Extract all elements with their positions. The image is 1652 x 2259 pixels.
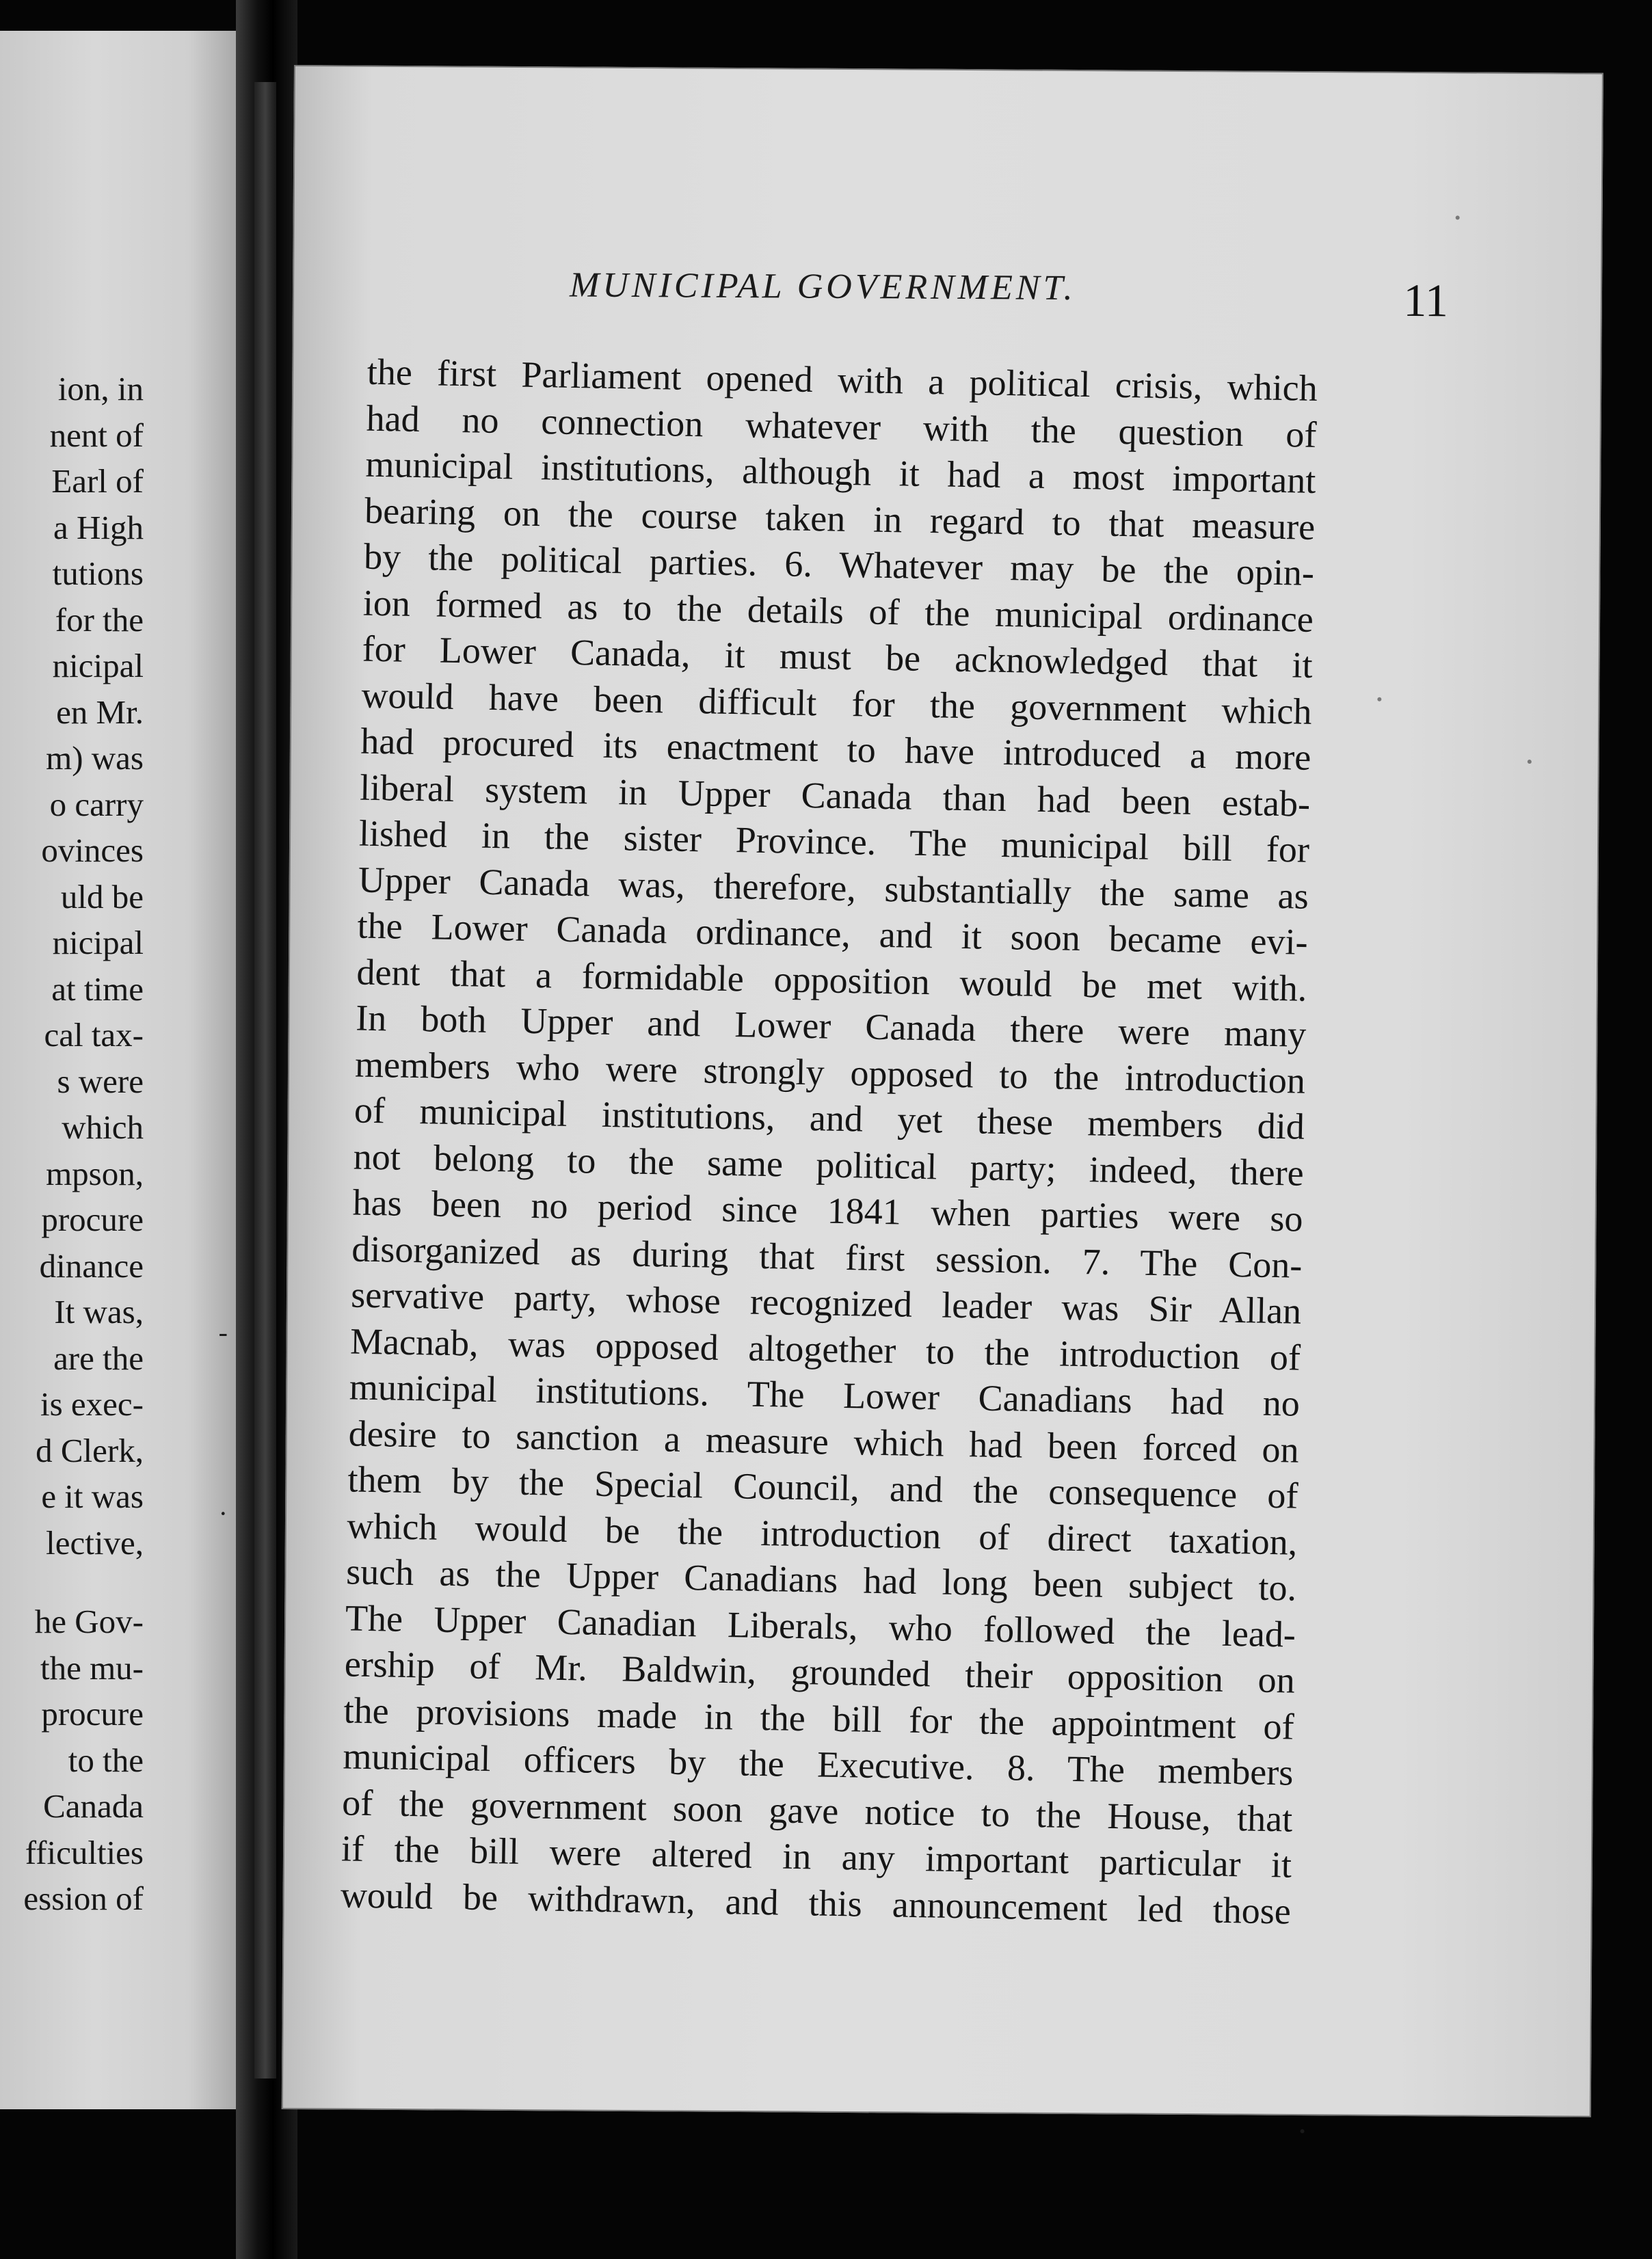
text-line: municipal officers by the Executive. 8. The members: [343, 1735, 1294, 1793]
left-page-line: at time: [51, 970, 144, 1008]
text-line: ion formed as to the details of the municipal ordinance: [362, 582, 1314, 640]
left-page-line: Earl of: [51, 462, 144, 500]
left-page-line: lective,: [46, 1523, 144, 1562]
text-line: of municipal institutions, and yet these members did: [354, 1089, 1305, 1147]
text-line: the provisions made in the bill for the appointment of: [343, 1689, 1295, 1748]
text-line: had procured its enactment to have introduced a more: [360, 720, 1311, 778]
left-page-line: d Clerk,: [36, 1431, 144, 1469]
left-page-line: It was,: [54, 1293, 144, 1331]
left-page-line: dinance: [39, 1246, 144, 1285]
text-line: which would be the introduction of direct taxation,: [346, 1504, 1298, 1563]
left-page-line: m) was: [46, 739, 144, 777]
text-line: bearing on the course taken in regard to that measure: [364, 490, 1316, 548]
left-page-line: Canada: [43, 1787, 144, 1825]
speck: [1528, 760, 1532, 764]
left-page-line: he Gov-: [34, 1603, 144, 1640]
text-line: liberal system in Upper Canada than had been estab-: [359, 766, 1311, 825]
text-line: desire to sanction a measure which had been forced on: [348, 1412, 1300, 1471]
left-page-line: cal tax-: [44, 1016, 144, 1054]
text-line: the first Parliament opened with a political crisis, which: [367, 351, 1318, 409]
text-line: had no connection whatever with the question of: [366, 397, 1318, 455]
text-line: Macnab, was opposed altogether to the introduction of: [349, 1320, 1301, 1378]
left-page-line: to the: [68, 1741, 144, 1779]
text-line: In both Upper and Lower Canada there were many: [355, 997, 1307, 1055]
text-line: members who were strongly opposed to the introduction: [354, 1043, 1306, 1101]
text-line: of the government soon gave notice to the House, that: [341, 1781, 1293, 1840]
margin-mark: -: [218, 1317, 228, 1348]
left-page-line: ovinces: [41, 831, 144, 869]
left-page-line: en Mr.: [56, 693, 144, 731]
left-page-line: nicipal: [52, 647, 144, 684]
main-page: [282, 65, 1603, 2117]
text-line: disorganized as during that first session. 7. The Con-: [351, 1227, 1303, 1286]
text-line: them by the Special Council, and the consequence of: [347, 1458, 1298, 1516]
speck: [1456, 215, 1460, 219]
text-line: not belong to the same political party; indeed, there: [353, 1135, 1305, 1194]
text-line: municipal institutions. The Lower Canadians had no: [349, 1366, 1301, 1424]
left-page-line: for the: [55, 600, 144, 639]
text-line: servative party, whose recognized leader was Sir Allan: [350, 1274, 1302, 1332]
left-page-line: o carry: [49, 785, 144, 823]
text-line: if the bill were altered in any important particular it: [341, 1828, 1292, 1886]
text-line: by the political parties. 6. Whatever may be the opin-: [363, 535, 1315, 593]
left-facing-page: [0, 31, 236, 2109]
left-page-line: procure: [41, 1201, 144, 1238]
text-line: would have been difficult for the government which: [361, 674, 1312, 732]
left-page-line: the mu-: [40, 1648, 144, 1687]
page-number: 11: [1403, 273, 1449, 327]
left-page-text-fragments: [0, 366, 144, 1922]
left-page-line: ession of: [23, 1880, 144, 1917]
text-line: Upper Canada was, therefore, substantially the same as: [358, 859, 1309, 917]
speck: [1377, 697, 1381, 701]
left-page-line: nicipal: [52, 924, 144, 961]
text-line: such as the Upper Canadians had long been subject to.: [345, 1551, 1297, 1609]
left-page-line: e it was: [41, 1478, 144, 1515]
left-page-line: is exec-: [40, 1385, 144, 1423]
left-page-line: are the: [53, 1339, 144, 1377]
left-page-line: a High: [53, 508, 144, 546]
text-line: would be withdrawn, and this announcement led those: [340, 1873, 1292, 1932]
left-page-line: ion, in: [57, 370, 144, 407]
margin-mark: ·: [218, 1498, 228, 1529]
left-page-line: tutions: [52, 554, 144, 592]
left-page-line: mpson,: [46, 1154, 144, 1192]
text-line: dent that a formidable opposition would be met with.: [356, 951, 1307, 1009]
text-line: The Upper Canadian Liberals, who followed the lead-: [345, 1596, 1296, 1655]
left-page-line: fficulties: [25, 1833, 144, 1871]
speck: [1301, 2129, 1305, 2133]
text-line: lished in the sister Province. The municipal bill for: [358, 812, 1310, 870]
left-page-line: which: [62, 1108, 144, 1146]
running-title: MUNICIPAL GOVERNMENT.: [569, 265, 1076, 308]
text-line: the Lower Canada ordinance, and it soon became evi-: [357, 905, 1309, 963]
text-line: municipal institutions, although it had a most important: [365, 443, 1316, 501]
gutter-highlight: [254, 82, 276, 2078]
text-line: ership of Mr. Baldwin, grounded their opposition on: [344, 1643, 1296, 1701]
text-line: for Lower Canada, it must be acknowledged that it: [362, 628, 1314, 686]
body-text: [340, 349, 1318, 1935]
left-page-line: nent of: [49, 416, 144, 454]
left-page-line: procure: [41, 1695, 144, 1733]
running-head: [569, 265, 1449, 327]
left-page-line: uld be: [60, 877, 144, 915]
left-page-line: s were: [57, 1062, 144, 1100]
text-line: has been no period since 1841 when parties were so: [352, 1181, 1303, 1240]
